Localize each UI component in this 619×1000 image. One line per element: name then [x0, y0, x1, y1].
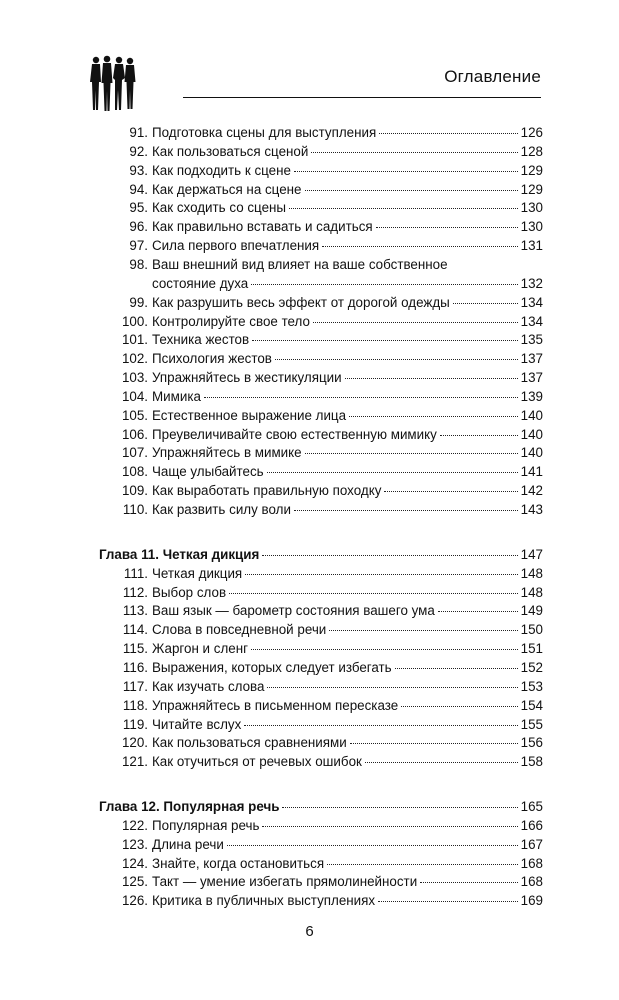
toc-entry: [152, 602, 543, 620]
toc-page-number: 165: [520, 799, 543, 815]
toc-row: [0, 678, 619, 696]
toc-entry-title: Жаргон и сленг: [152, 641, 248, 657]
toc-entry-number: 102.: [121, 351, 148, 367]
toc-row: [0, 482, 619, 500]
toc-row: [0, 444, 619, 462]
toc-entry: [152, 294, 543, 312]
toc-row: [0, 817, 619, 835]
toc-entry-title: Как сходить со сцены: [152, 200, 287, 216]
toc-entry-title: Читайте вслух: [152, 716, 242, 732]
toc-row: [0, 256, 619, 274]
toc-page-number: 142: [520, 483, 543, 499]
toc-entry-title: Как выработать правильную походку: [152, 483, 382, 499]
toc-entry-number: 119.: [122, 716, 148, 732]
toc-entry-number: 103.: [121, 370, 148, 386]
toc-page-number: 166: [520, 817, 543, 833]
toc-entry-title: Сила первого впечатления: [152, 238, 320, 254]
toc-entry-number: 124.: [121, 855, 148, 871]
dot-leader: [401, 706, 517, 707]
toc-entry: [152, 350, 543, 368]
toc-row: [0, 143, 619, 161]
toc-entry-number: 99.: [129, 294, 148, 310]
toc-entry-title: Контролируйте свое тело: [152, 313, 310, 329]
toc-entry-number: 101.: [121, 332, 148, 348]
toc-entry-title: Как пользоваться сценой: [152, 143, 309, 159]
people-silhouette-logo: [90, 55, 138, 113]
dot-leader: [420, 882, 517, 883]
toc-entry-title: Популярная речь: [152, 817, 260, 833]
toc-entry-number: 121.: [121, 754, 148, 770]
toc-page-number: 137: [520, 351, 543, 367]
toc-page-number: 167: [520, 836, 543, 852]
toc-page-number: 134: [520, 313, 543, 329]
dot-leader: [376, 227, 518, 228]
dot-leader: [327, 864, 518, 865]
toc-entry-title: Такт — умение избегать прямолинейности: [152, 874, 418, 890]
toc-row: [0, 331, 619, 349]
toc-entry-number: 100.: [121, 313, 148, 329]
toc-page-number: 155: [520, 716, 543, 732]
dot-leader: [251, 284, 517, 285]
toc-entry: [152, 463, 543, 481]
toc-entry-number: 92.: [129, 143, 148, 159]
dot-leader: [262, 555, 517, 556]
toc-entry-number: 91.: [129, 125, 148, 140]
toc-row: [0, 426, 619, 444]
toc-entry-number: 118.: [122, 697, 148, 713]
toc-page-number: 154: [520, 697, 543, 713]
page-number: 6: [305, 923, 314, 940]
toc-entry: [152, 640, 543, 658]
toc-entry-title: Критика в публичных выступлениях: [152, 893, 376, 909]
dot-leader: [227, 845, 518, 846]
toc-entry: [152, 584, 543, 602]
toc-row: [0, 565, 619, 583]
toc-page-number: 129: [520, 181, 543, 197]
toc-row: [0, 873, 619, 891]
toc-entry-number: 116.: [122, 659, 148, 675]
toc-entry: [152, 753, 543, 771]
toc-chapter-row: [0, 798, 619, 816]
toc-entry-number: 93.: [129, 162, 148, 178]
toc-page-number: 140: [520, 426, 543, 442]
toc-entry: [152, 388, 543, 406]
toc-entry-title: Естественное выражение лица: [152, 407, 347, 423]
toc-entry-number: 94.: [129, 181, 148, 197]
toc-page-number: 139: [520, 388, 543, 404]
toc-entry: [152, 873, 543, 891]
toc-entry-number: 126.: [121, 893, 148, 909]
toc-page-number: 130: [520, 219, 543, 235]
toc-entry-number: 98.: [129, 256, 148, 272]
toc-page-number: 151: [520, 641, 543, 657]
toc-entry-number: 113.: [122, 603, 148, 619]
toc-entry-number: 122.: [121, 817, 148, 833]
dot-leader: [294, 510, 518, 511]
toc-entry-title: Как пользоваться сравнениями: [152, 735, 347, 751]
toc-row: [0, 836, 619, 854]
dot-leader: [350, 743, 518, 744]
toc-entry-title: Чаще улыбайтесь: [152, 464, 264, 480]
toc-row: [0, 369, 619, 387]
dot-leader: [252, 340, 518, 341]
toc-entry-title: Длина речи: [152, 836, 224, 852]
toc-page-number: 147: [520, 546, 543, 562]
toc-page-number: 156: [520, 735, 543, 751]
toc-entry: [152, 892, 543, 910]
toc-entry: [152, 621, 543, 639]
toc-entry-title: Упражняйтесь в письменном пересказе: [152, 697, 399, 713]
toc-entry-number: 108.: [121, 464, 148, 480]
toc-entry: [152, 162, 543, 180]
dot-leader: [245, 574, 517, 575]
toc-entry-number: 95.: [129, 200, 148, 216]
running-title: Оглавление: [444, 67, 541, 86]
toc-page-number: 128: [520, 143, 543, 159]
toc-page-number: 135: [520, 332, 543, 348]
toc-entry-title: Выбор слов: [152, 584, 227, 600]
toc-entry: [152, 426, 543, 444]
dot-leader: [345, 378, 518, 379]
toc-row: [0, 855, 619, 873]
toc-page-number: 148: [520, 584, 543, 600]
toc-row-continuation: [0, 275, 619, 293]
dot-leader: [267, 472, 518, 473]
header-rule: [183, 97, 541, 98]
toc-entry: [152, 313, 543, 331]
toc-entry-title: Как подходить к сцене: [152, 162, 291, 178]
dot-leader: [378, 901, 518, 902]
toc-entry: [152, 199, 543, 217]
dot-leader: [305, 453, 518, 454]
toc-row: [0, 659, 619, 677]
toc-row: [0, 892, 619, 910]
dot-leader: [267, 687, 517, 688]
dot-leader: [229, 593, 518, 594]
toc-row: [0, 162, 619, 180]
toc-entry: [152, 697, 543, 715]
toc-entry-number: 109.: [121, 483, 148, 499]
toc-page-number: 126: [520, 125, 543, 140]
toc-entry: [152, 482, 543, 500]
toc-entry: [99, 546, 543, 564]
toc-entry-title: Преувеличивайте свою естественную мимику: [152, 426, 437, 442]
toc-row: [0, 621, 619, 639]
toc-entry-number: 106.: [121, 426, 148, 442]
toc-entry-title: Выражения, которых следует избегать: [152, 659, 392, 675]
toc-entry-title: Как отучиться от речевых ошибок: [152, 754, 362, 770]
toc-row: [0, 501, 619, 519]
toc-entry-title: Техника жестов: [152, 332, 250, 348]
toc-row: [0, 124, 619, 142]
dot-leader: [275, 359, 518, 360]
toc-entry-number: 125.: [121, 874, 148, 890]
toc-entry-number: 104.: [121, 388, 148, 404]
toc-entry: [152, 331, 543, 349]
toc-page-number: 143: [520, 502, 543, 517]
toc-entry: [152, 181, 543, 199]
toc-entry: [152, 124, 543, 142]
dot-leader: [438, 611, 518, 612]
toc-page-number: 129: [520, 162, 543, 178]
toc-entry-number: 117.: [122, 678, 148, 694]
toc-page-number: 152: [520, 659, 543, 675]
toc-page-number: 132: [520, 275, 543, 291]
toc-row: [0, 350, 619, 368]
toc-page-number: 140: [520, 445, 543, 461]
dot-leader: [440, 435, 518, 436]
toc-entry-number: 120.: [121, 735, 148, 751]
toc-entry: [152, 275, 543, 293]
toc-entry-number: 96.: [129, 219, 148, 235]
dot-leader: [251, 649, 518, 650]
dot-leader: [313, 322, 518, 323]
toc-entry-number: 114.: [122, 622, 148, 638]
toc-entry: [152, 678, 543, 696]
toc-entry: [152, 734, 543, 752]
dot-leader: [244, 725, 517, 726]
toc-entry-number: 105.: [121, 407, 148, 423]
toc-page-number: 134: [520, 294, 543, 310]
dot-leader: [322, 246, 517, 247]
dot-leader: [379, 133, 517, 134]
toc-page-number: 150: [520, 622, 543, 638]
toc-entry-title: Мимика: [152, 388, 201, 404]
toc-row: [0, 734, 619, 752]
dot-leader: [329, 630, 517, 631]
toc-entry-title: Четкая дикция: [152, 565, 243, 581]
toc-page-number: 168: [520, 874, 543, 890]
toc-page-number: 130: [520, 200, 543, 216]
chapter-title: Глава 12. Популярная речь: [99, 799, 280, 815]
toc-page-number: 153: [520, 678, 543, 694]
toc-entry: [152, 407, 543, 425]
toc-page-number: 137: [520, 370, 543, 386]
toc-row: [0, 199, 619, 217]
toc-entry-number: 123.: [121, 836, 148, 852]
toc-entry: [152, 659, 543, 677]
toc-entry-title: Упражняйтесь в мимике: [152, 445, 302, 461]
dot-leader: [365, 762, 518, 763]
toc-entry-number: 112.: [122, 584, 148, 600]
toc-entry-number: 115.: [122, 641, 148, 657]
toc-page-number: 149: [520, 603, 543, 619]
toc-row: [0, 602, 619, 620]
dot-leader: [305, 190, 518, 191]
toc-entry-number: 107.: [121, 445, 148, 461]
toc-row: [0, 407, 619, 425]
toc-row: [0, 716, 619, 734]
toc-entry-title: Как развить силу воли: [152, 502, 291, 517]
toc-entry: [152, 369, 543, 387]
dot-leader: [262, 826, 517, 827]
dot-leader: [395, 668, 518, 669]
toc-entry-title: Психология жестов: [152, 351, 272, 367]
toc-entry: [99, 798, 543, 816]
toc-entry-title: Слова в повседневной речи: [152, 622, 327, 638]
toc-entry-title: Подготовка сцены для выступления: [152, 125, 377, 140]
dot-leader: [349, 416, 518, 417]
dot-leader: [204, 397, 518, 398]
toc-row: [0, 463, 619, 481]
toc-row: [0, 237, 619, 255]
dot-leader: [453, 303, 518, 304]
toc-row: [0, 218, 619, 236]
toc-entry-title: Упражняйтесь в жестикуляции: [152, 370, 342, 386]
toc-page-number: 140: [520, 407, 543, 423]
toc-entry-title: Знайте, когда остановиться: [152, 855, 325, 871]
dot-leader: [384, 491, 517, 492]
toc-entry: [152, 817, 543, 835]
toc-entry-number: 110.: [122, 502, 148, 517]
toc-page-number: 168: [520, 855, 543, 871]
toc-page-number: 148: [520, 565, 543, 581]
toc-row: [0, 294, 619, 312]
toc-page-number: 141: [520, 464, 543, 480]
toc-row: [0, 181, 619, 199]
toc-entry: [152, 501, 543, 519]
toc-row: [0, 388, 619, 406]
toc-entry: [152, 565, 543, 583]
toc-entry-title: Ваш язык — барометр состояния вашего ума: [152, 603, 435, 619]
toc-entry: [152, 143, 543, 161]
toc-row: [0, 697, 619, 715]
toc-entry: [152, 237, 543, 255]
toc-page-number: 131: [520, 238, 543, 254]
dot-leader: [311, 152, 517, 153]
toc-row: [0, 753, 619, 771]
toc-entry-title: Ваш внешний вид влияет на ваше собственное: [152, 256, 448, 272]
dot-leader: [289, 208, 518, 209]
toc-entry: [152, 855, 543, 873]
toc-row: [0, 313, 619, 331]
toc-entry-number: 97.: [129, 238, 148, 254]
toc-chapter-row: [0, 546, 619, 564]
toc-page-number: 169: [520, 893, 543, 909]
toc-entry: [152, 836, 543, 854]
toc-entry-title: состояние духа: [152, 275, 249, 291]
toc-row: [0, 584, 619, 602]
toc-entry-title: Как правильно вставать и садиться: [152, 219, 373, 235]
dot-leader: [282, 807, 517, 808]
toc-page-number: 158: [520, 754, 543, 770]
chapter-title: Глава 11. Четкая дикция: [99, 546, 260, 562]
toc-entry-title: Как изучать слова: [152, 678, 265, 694]
dot-leader: [294, 171, 518, 172]
toc-entry: [152, 716, 543, 734]
toc-entry-title: Как держаться на сцене: [152, 181, 302, 197]
toc-entry-number: 111.: [123, 565, 148, 581]
toc-entry-title: Как разрушить весь эффект от дорогой одежды: [152, 294, 450, 310]
toc-entry: [152, 218, 543, 236]
toc-entry: [152, 444, 543, 462]
toc-row: [0, 640, 619, 658]
